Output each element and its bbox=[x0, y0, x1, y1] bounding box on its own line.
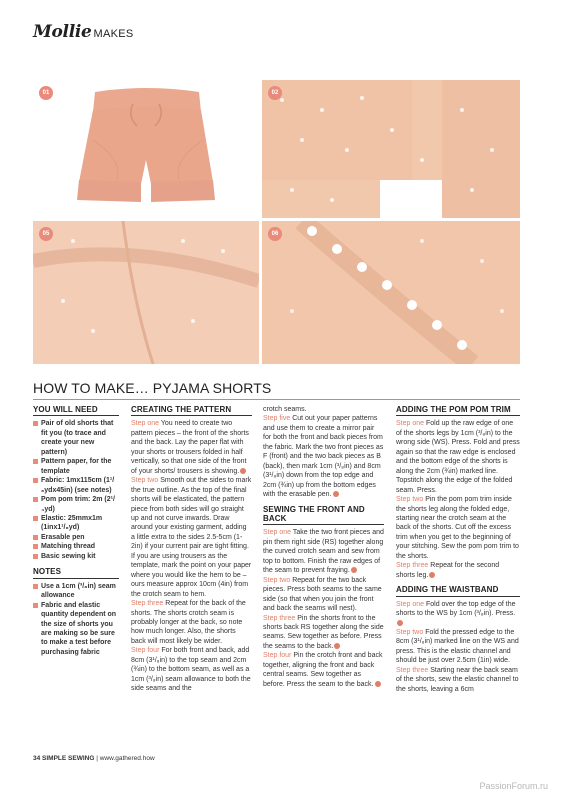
step-paragraph bbox=[396, 666, 520, 694]
list-item: Elastic: 25mmx1m (1inx1¹/₈yd) bbox=[33, 514, 119, 533]
list-item: Fabric and elastic quantity dependent on the size of shorts you are making so be sure to make a test before purchasing fabric bbox=[33, 601, 119, 658]
step-label: Step one bbox=[131, 420, 160, 428]
step-text: Fold over the top edge of the shorts to the WS by 1cm (³/₈in). Press. bbox=[396, 600, 516, 618]
column-trim-waistband bbox=[396, 405, 520, 694]
magazine-logo: Mollie bbox=[33, 22, 92, 42]
notes-heading: NOTES bbox=[33, 567, 62, 577]
step-paragraph bbox=[131, 646, 252, 693]
photo-ref-icon bbox=[333, 491, 339, 497]
step-text: Smooth out the sides to mark the true outline. As the top of the final shorts will be elasticated, the pattern piece from both sides will go straight up and not curve inwards. Draw around your existing garment, adding a little extra to the sides 2.5-5cm (1-2in) if your current pair are tight fitting. If you are using trousers as the template, mark the point on your paper where you would like the hem to be – ours measure approx 10cm (4in) from the crotch seam to hem. bbox=[131, 477, 252, 598]
step-paragraph bbox=[131, 599, 252, 646]
step-label: Step three bbox=[396, 666, 429, 674]
step-text: For both front and back, add 8cm (3¹/₈in) to the top seam and 2cm (¾in) to the bottom seam, as well as a 1cm (³/₈in) seam allowance to both the side seams and the bbox=[131, 647, 251, 693]
step-label: Step four bbox=[131, 647, 160, 655]
step-paragraph bbox=[263, 528, 384, 575]
step-paragraph bbox=[396, 495, 520, 561]
column-requirements bbox=[33, 405, 119, 657]
step-text: Cut out your paper patterns and use them to create a mirror pair for both the front and back pieces from the fabric. Mark the two front pieces as F (front) and the two back pieces as B (back), then mark 1cm (³/₈in) and 8cm (3¹/₈in) down from the top edge and 2cm (¾in) up from the bottom edges with the erasable pen. bbox=[263, 415, 384, 499]
page-number: 34 SIMPLE SEWING bbox=[33, 755, 95, 762]
step-text: Starting near the back seam of the shorts, sew the elastic channel to the shorts, leaving a 6cm bbox=[396, 666, 519, 693]
step-text: Repeat for the back of the shorts. The shorts crotch seam is probably longer at the back, so note how much longer. Also, the shorts back will most likely be wider. bbox=[131, 600, 246, 645]
step-label: Step one bbox=[263, 529, 292, 537]
step-paragraph bbox=[396, 628, 520, 666]
page-footer bbox=[33, 755, 155, 762]
step-label: Step five bbox=[263, 415, 291, 423]
step-text: Pin the shorts front to the shorts back RS together along the side seams. Sew together as before. Press the seams to the back. bbox=[263, 614, 384, 650]
heading-rule bbox=[33, 578, 119, 579]
photo-number-badge: 05 bbox=[39, 227, 53, 241]
step-label: Step one bbox=[396, 600, 425, 608]
step-label: Step three bbox=[263, 614, 296, 622]
sewing-heading: SEWING THE FRONT AND BACK bbox=[263, 504, 365, 523]
photo-number-badge: 06 bbox=[268, 227, 282, 241]
step-paragraph bbox=[396, 600, 520, 628]
step-text: Repeat for the two back pieces. Press both seams to the same side (so that when you join the front and back the seams will nest). bbox=[263, 576, 382, 613]
magazine-header bbox=[33, 22, 134, 44]
watermark: PassionForum.ru bbox=[479, 781, 548, 791]
photo-ref-icon bbox=[334, 643, 340, 649]
step-text: Fold up the raw edge of one of the shorts legs by 1cm (³/₈in) to the wrong side (WS). Press. Fold and press again so that the raw edge is enclosed and the bottom edge of the shorts is along the 2cm (¾in) marked line. Topstitch along the edge of the folded seam. Press. bbox=[396, 420, 520, 494]
step-text: Take the two front pieces and pin them right side (RS) together along the curved crotch seam and sew from top to bottom. Finish the raw edges of the seam to prevent fraying. bbox=[263, 529, 384, 575]
list-item: Basic sewing kit bbox=[33, 552, 119, 561]
list-item: Fabric: 1mx115cm (1¹/₈ydx45in) (see notes) bbox=[33, 476, 119, 495]
photo-crotch-seam bbox=[33, 221, 259, 364]
step-paragraph bbox=[263, 651, 384, 689]
footer-url: www.gathered.how bbox=[99, 755, 155, 762]
heading-rule bbox=[131, 415, 252, 416]
photo-number-badge: 01 bbox=[39, 86, 53, 100]
continued-text: crotch seams. bbox=[263, 406, 307, 413]
column-creating-pattern bbox=[131, 405, 252, 694]
shorts-illustration bbox=[33, 80, 259, 218]
photo-number-badge: 02 bbox=[268, 86, 282, 100]
magazine-logo-suffix: MAKES bbox=[93, 28, 134, 40]
materials-list bbox=[33, 419, 119, 561]
step-text: Pin the pom pom trim inside the shorts leg along the folded edge, starting near the crotch seam at the back of the shorts. Cut off the excess trim when you get to the beginning of your stitching. Sew the pom pom trim to the shorts. bbox=[396, 496, 519, 560]
list-item: Pattern paper, for the template bbox=[33, 457, 119, 476]
pom-pom-heading: ADDING THE POM POM TRIM bbox=[396, 405, 511, 414]
list-item: Pair of old shorts that fit you (to trace and create your new pattern) bbox=[33, 419, 119, 457]
list-item: Use a 1cm (³/₈in) seam allowance bbox=[33, 582, 119, 601]
step-label: Step four bbox=[263, 652, 292, 660]
fabric-pieces-illustration bbox=[262, 80, 520, 218]
step-paragraph bbox=[263, 614, 384, 652]
title-divider bbox=[33, 399, 520, 400]
photo-ref-icon bbox=[240, 468, 246, 474]
waistband-heading: ADDING THE WAISTBAND bbox=[396, 585, 499, 595]
photo-ref-icon bbox=[351, 567, 357, 573]
photo-pattern-pieces bbox=[262, 80, 520, 218]
step-paragraph bbox=[263, 414, 384, 499]
step-label: Step two bbox=[396, 496, 424, 504]
list-item: Pom pom trim: 2m (2¹/₄yd) bbox=[33, 495, 119, 514]
column-sewing bbox=[263, 405, 384, 689]
step-label: Step three bbox=[131, 600, 164, 608]
heading-rule bbox=[396, 596, 520, 597]
photo-ref-icon bbox=[429, 572, 435, 578]
notes-list bbox=[33, 582, 119, 658]
heading-rule bbox=[33, 415, 119, 416]
step-label: Step two bbox=[396, 628, 424, 636]
heading-rule bbox=[263, 524, 384, 525]
creating-pattern-heading: CREATING THE PATTERN bbox=[131, 405, 232, 414]
photo-pom-pom-trim bbox=[262, 221, 520, 364]
step-text: Repeat for the second shorts leg. bbox=[396, 562, 500, 579]
footer-separator: | bbox=[94, 755, 100, 762]
step-label: Step two bbox=[263, 576, 291, 584]
step-paragraph bbox=[396, 561, 520, 580]
step-text: You need to create two pattern pieces – the front of the shorts and the back. Lay the paper flat with your shorts or trousers folded in half vertically, so that one side of the front of your shorts/ trousers is showing. bbox=[131, 420, 249, 475]
fabric-seam-illustration bbox=[33, 221, 259, 364]
step-label: Step one bbox=[396, 420, 425, 428]
page-title: HOW TO MAKE… PYJAMA SHORTS bbox=[33, 380, 272, 396]
step-paragraph bbox=[396, 419, 520, 495]
list-item: Erasable pen bbox=[33, 533, 119, 542]
step-paragraph bbox=[131, 419, 252, 476]
you-will-need-heading: YOU WILL NEED bbox=[33, 405, 98, 414]
photo-ref-icon bbox=[397, 620, 403, 626]
pom-pom-illustration bbox=[262, 221, 520, 364]
step-paragraph bbox=[131, 476, 252, 599]
step-label: Step three bbox=[396, 562, 429, 570]
list-item: Matching thread bbox=[33, 542, 119, 551]
step-paragraph bbox=[263, 576, 384, 614]
photo-finished-shorts bbox=[33, 80, 259, 218]
step-text: Pin the crotch front and back together, aligning the front and back central seams. Sew together as before. Press the seam to the back. bbox=[263, 652, 383, 688]
step-label: Step two bbox=[131, 477, 159, 485]
heading-rule bbox=[396, 415, 520, 416]
step-text: Fold the pressed edge to the 8cm (3¹/₈in) marked line on the WS and press. This is the elastic channel and should be just over 2.5cm (1in) wide. bbox=[396, 628, 519, 665]
photo-ref-icon bbox=[375, 681, 381, 687]
